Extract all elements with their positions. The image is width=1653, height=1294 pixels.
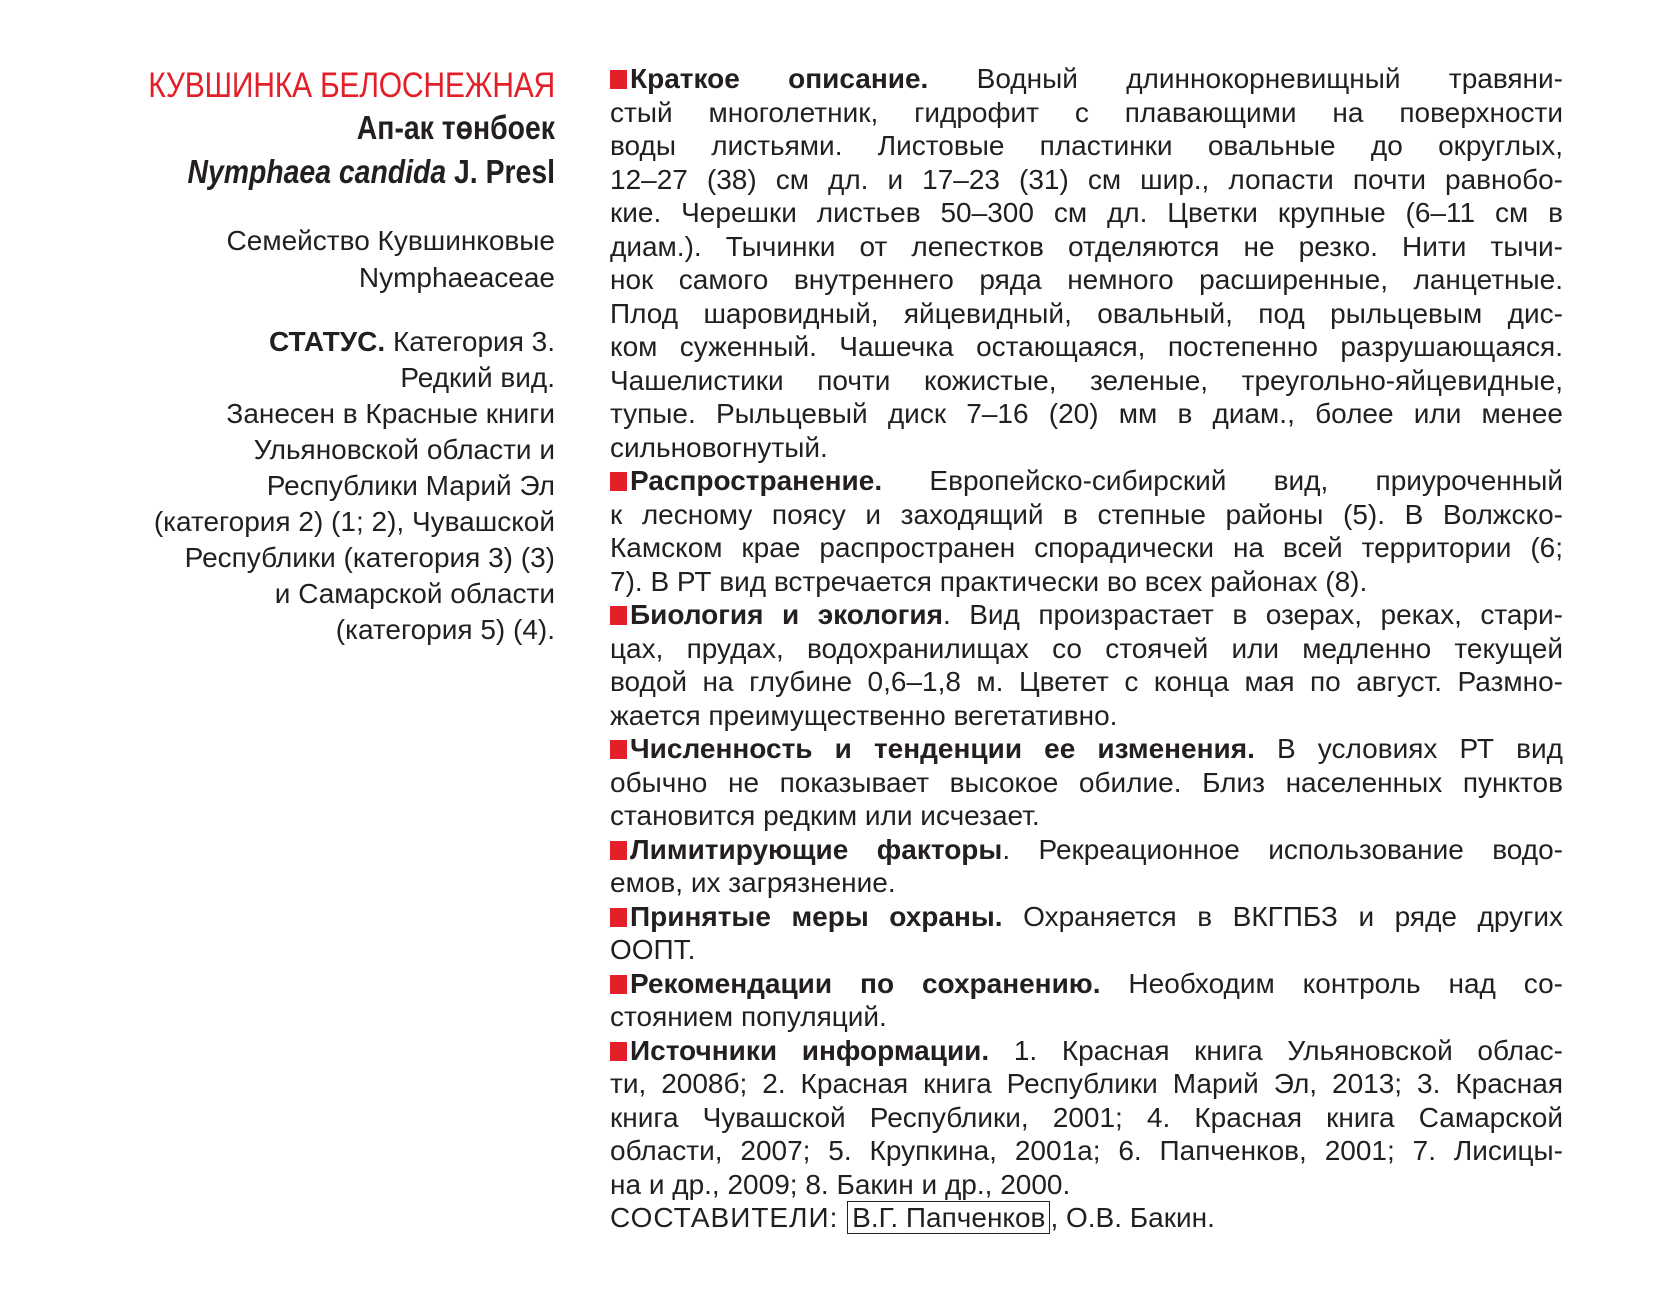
section-first-line [610,62,1563,96]
red-square-bullet-icon [610,740,627,759]
section-text-line: 12–27 (38) см дл. и 17–23 (31) см шир., лопасти почти равнобо- [610,163,1563,195]
status-line: (категория 5) (4). [335,614,555,645]
section-heading: Рекомендации по сохранению. [630,967,1101,999]
section-text: . Рекреационное использование водо- [1002,833,1563,865]
section-text-line: ООПТ. [610,934,696,965]
section-limiting [610,833,1563,900]
section-first-line [610,732,1563,766]
section-first-line [610,598,1563,632]
status-line: Редкий вид. [400,362,555,393]
status-label: СТАТУС. [268,326,386,357]
section-text-line: стоянием популяций. [610,1001,887,1032]
section-text-line: емов, их загрязнение. [610,867,896,898]
status-line: Республики Марий Эл [266,470,555,501]
section-text-line: нок самого внутреннего ряда немного расширенные, ланцетные. [610,264,1563,295]
status-line: и Самарской области [274,578,555,609]
section-biology [610,598,1563,732]
section-text-line: Плод шаровидный, яйцевидный, овальный, под рыльцевым дис- [610,297,1563,329]
section-text: Необходим контроль над со- [1100,967,1563,999]
species-russian-name: КУВШИНКА БЕЛОСНЕЖНАЯ [148,66,555,105]
section-description [610,62,1563,464]
status-line: СТАТУС. Категория 3. [268,326,555,357]
section-distribution [610,464,1563,598]
red-square-bullet-icon [610,908,627,927]
section-heading: Распространение. [630,465,883,496]
section-heading: Краткое описание. [630,63,929,94]
author-highlighted: В.Г. Папченков [847,1201,1050,1234]
section-first-line [610,1034,1563,1068]
sections-container [610,62,1563,1201]
species-latin-name [147,150,556,194]
authors-rest: , О.В. Бакин. [1050,1202,1215,1233]
authors-line [610,1201,1563,1235]
section-heading: Принятые меры охраны. [630,900,1003,932]
species-header [80,66,555,648]
section-text: 1. Красная книга Ульяновской облас- [989,1034,1563,1066]
family-block [80,222,555,296]
status-line: Занесен в Красные книги [226,398,555,429]
section-text: Охраняется в ВКГПБЗ и ряде других [1002,900,1563,932]
family-latin: Nymphaeaceae [358,262,555,293]
red-square-bullet-icon [610,472,627,491]
section-heading: Биология и экология [630,599,943,630]
species-description [610,62,1563,1235]
latin-author: J. Presl [446,153,555,190]
section-recommendations [610,967,1563,1034]
section-text-line: области, 2007; 5. Крупкина, 2001а; 6. Папченков, 2001; 7. Лисицы- [610,1135,1563,1166]
status-line: Республики (категория 3) (3) [184,542,555,573]
section-text-line: ти, 2008б; 2. Красная книга Республики Марий Эл, 2013; 3. Красная [610,1068,1563,1099]
section-heading: Численность и тенденции ее изменения. [630,733,1255,764]
section-text-line: жается преимущественно вегетативно. [610,699,1118,731]
section-text: Водный длиннокорневищный травяни- [928,63,1563,94]
section-text-line: Чашелистики почти кожистые, зеленые, треугольно-яйцевидные, [610,364,1563,396]
section-text-line: 7). В РТ вид встречается практически во всех районах (8). [610,565,1368,597]
section-protection [610,900,1563,967]
status-block [80,324,555,648]
section-text: . Вид произрастает в озерах, реках, стари- [942,599,1563,630]
family-russian: Семейство Кувшинковые [226,225,555,256]
section-text-line: тупые. Рыльцевый диск 7–16 (20) мм в диам., более или менее [610,398,1563,429]
section-text-line: кие. Черешки листьев 50–300 см дл. Цветки крупные (6–11 см в [610,197,1563,228]
section-first-line [610,833,1563,867]
section-text: Европейско-сибирский вид, приуроченный [882,465,1563,496]
section-abundance [610,732,1563,833]
section-text-line: воды листьями. Листовые пластинки овальные до округлых, [610,130,1563,161]
section-text-line: сильновогнутый. [610,431,828,463]
section-text-line: водой на глубине 0,6–1,8 м. Цветет с конца мая по август. Размно- [610,666,1563,697]
section-text-line: к лесному поясу и заходящий в степные районы (5). В Волжско- [610,498,1563,530]
authors-label: СОСТАВИТЕЛИ: [610,1202,848,1233]
section-heading: Лимитирующие факторы [630,833,1003,865]
section-text-line: ком суженный. Чашечка остающаяся, постепенно разрушающаяся. [610,331,1563,362]
status-line: (категория 2) (1; 2), Чувашской [153,506,555,537]
section-first-line [610,967,1563,1001]
section-text-line: диам.). Тычинки от лепестков отделяются не резко. Нити тычи- [610,230,1563,262]
latin-binomial: Nymphaea candida [187,153,447,190]
species-tatar-name: Ап-ак төнбоек [356,109,555,146]
section-first-line [610,900,1563,934]
section-text-line: книга Чувашской Республики, 2001; 4. Красная книга Самарской [610,1101,1563,1133]
section-text-line: стый многолетник, гидрофит с плавающими на поверхности [610,96,1563,128]
section-first-line [610,464,1563,498]
red-square-bullet-icon [610,975,627,994]
section-text-line: на и др., 2009; 8. Бакин и др., 2000. [610,1168,1071,1200]
section-sources [610,1034,1563,1202]
section-text-line: становится редким или исчезает. [610,800,1040,831]
red-square-bullet-icon [610,70,627,89]
section-text: В условиях РТ вид [1254,733,1563,764]
red-square-bullet-icon [610,1042,627,1061]
status-line: Ульяновской области и [253,434,555,465]
section-text-line: обычно не показывает высокое обилие. Близ населенных пунктов [610,766,1563,798]
section-text-line: Камском крае распространен спорадически на всей территории (6; [610,532,1563,563]
red-square-bullet-icon [610,606,627,625]
section-text-line: цах, прудах, водохранилищах со стоячей или медленно текущей [610,632,1563,664]
red-square-bullet-icon [610,841,627,860]
section-heading: Источники информации. [630,1034,990,1066]
